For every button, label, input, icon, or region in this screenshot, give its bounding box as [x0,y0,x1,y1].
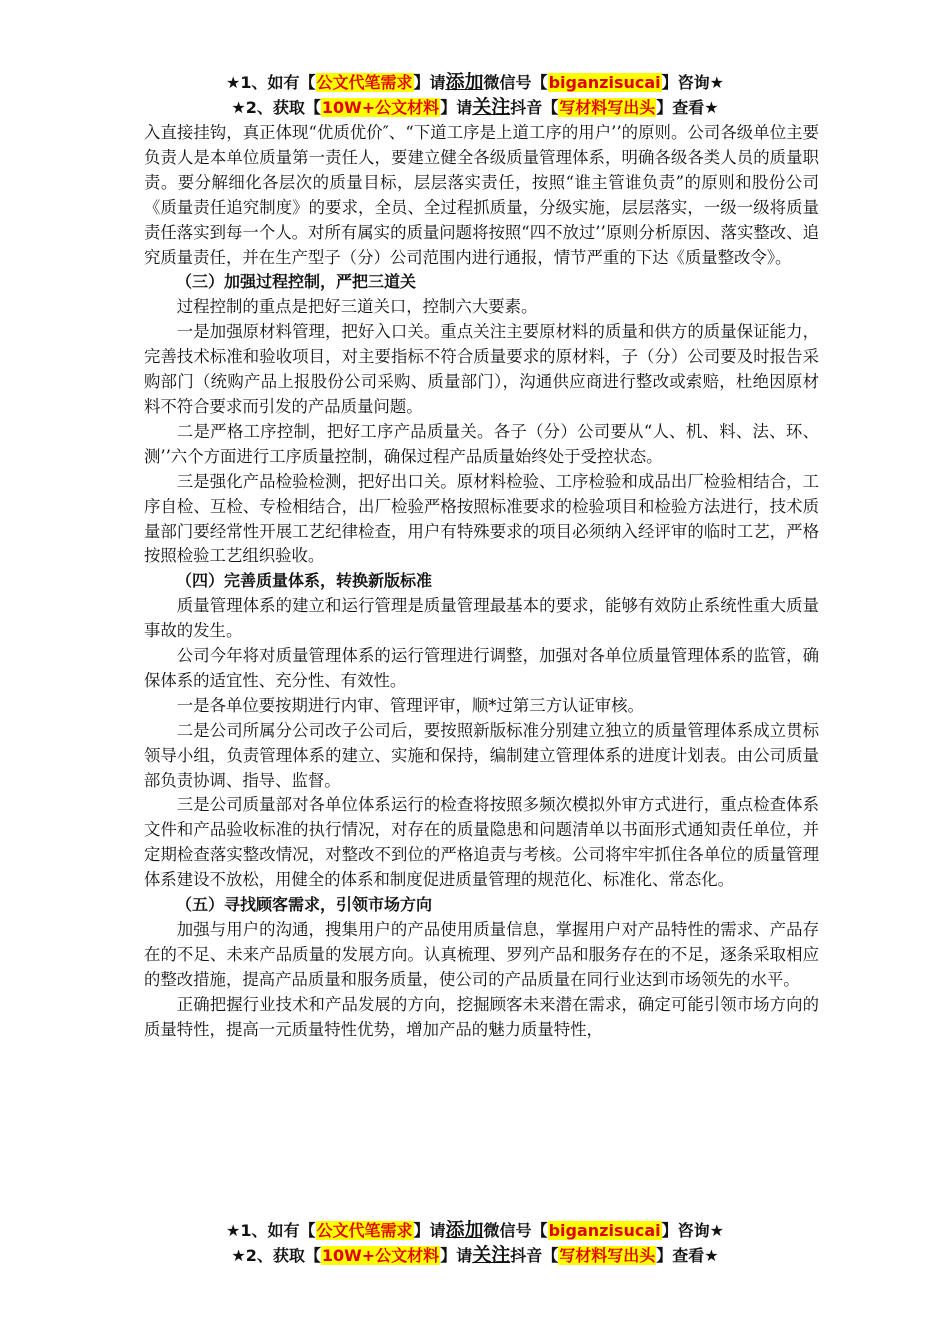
banner-text: 】查看★ [656,1246,719,1265]
paragraph: 一是加强原材料管理，把好入口关。重点关注主要原材料的质量和供方的质量保证能力，完善技术标准和验收项目，对主要指标不符合质量要求的原材料，子（分）公司要及时报告采购部门（统购产品上报股份公司采购、质量部门），沟通供应商进行整改或索赔，杜绝因原材料不符合要求而引发的产品质量问题。 [144,322,819,416]
paragraph: 入直接挂钩，真正体现“优质优价″、“下道工序是上道工序的用户’’的原则。公司各级单位主要负责人是本单位质量第一责任人，要建立健全各级质量管理体系，明确各级各类人员的质量职责。要分解细化各层次的质量目标，层层落实责任，按照“谁主管谁负责”的原则和股份公司《质量责任追究制度》的要求，全员、全过程抓质量，分级实施，层层落实，一级一级将质量责任落实到每一个人。对所有属实的质量问题将按照“四不放过’’原则分析原因、落实整改、追究质量责任，并在生产型子（分）公司范围内进行通报，情节严重的下达《质量整改令》。 [144,123,819,267]
paragraph: 加强与用户的沟通，搜集用户的产品使用质量信息，掌握用户对产品特性的需求、产品存在的不足、未来产品质量的发展方向。认真梳理、罗列产品和服务存在的不足，逐条采取相应的整改措施，提高产品质量和服务质量，使公司的产品质量在同行业达到市场领先的水平。 [144,920,819,989]
banner-text: 微信号【 [483,73,548,92]
banner-text: 抖音【 [510,98,559,117]
promo-banner-footer-line-2 [0,1243,950,1268]
highlight-douyin-account: 写材料写出头 [559,98,656,117]
highlight-douyin-account: 写材料写出头 [559,1246,656,1265]
promo-banner-line-2 [0,95,950,120]
banner-text: ★1、如有【 [226,73,316,92]
paragraph: 三是强化产品检验检测，把好出口关。原材料检验、工序检验和成品出厂检验相结合，工序自检、互检、专检相结合，出厂检验严格按照标准要求的检验项目和检验方法进行，技术质量部门要经常性开展工艺纪律检查，用户有特殊要求的项目必须纳入经评审的临时工艺，严格按照检验工艺组织验收。 [144,471,819,566]
document-body [144,121,819,1043]
banner-text: 】查看★ [656,98,719,117]
section-heading: （三）加强过程控制，严把三道关 [176,272,417,292]
banner-text: 】请 [413,1221,446,1240]
banner-text: 】请 [413,73,446,92]
emphasis-follow: 关注 [472,1244,511,1266]
paragraph: 三是公司质量部对各单位体系运行的检查将按照多频次模拟外审方式进行，重点检查体系文件和产品验收标准的执行情况，对存在的质量隐患和问题清单以书面形式通知责任单位，并定期检查落实整改情况，对整改不到位的严格追责与考核。公司将牢牢抓住各单位的质量管理体系建设不放松，用健全的体系和制度促进质量管理的规范化、标准化、常态化。 [144,795,819,890]
highlight-materials: 10W+公文材料 [321,98,440,117]
paragraph: 公司今年将对质量管理体系的运行管理进行调整，加强对各单位质量管理体系的监管，确保体系的适宜性、充分性、有效性。 [144,646,819,690]
banner-text: 】咨询★ [661,1221,724,1240]
highlight-service: 公文代笔需求 [316,1221,413,1240]
promo-banner-footer-line-1 [0,1218,950,1243]
paragraph: 二是公司所属分公司改子公司后，要按照新版标准分别建立独立的质量管理体系成立贯标领导小组，负责管理体系的建立、实施和保持，编制建立管理体系的进度计划表。由公司质量部负责协调、指导、监督。 [144,720,819,790]
section-heading: （四）完善质量体系，转换新版标准 [176,571,433,591]
banner-text: ★1、如有【 [226,1221,316,1240]
emphasis-follow: 关注 [472,96,511,118]
paragraph: 一是各单位要按期进行内审、管理评审，顺*过第三方认证审核。 [176,695,644,715]
highlight-wechat-id: biganzisucai [548,1221,661,1240]
paragraph: 二是严格工序控制，把好工序产品质量关。各子（分）公司要从“人、机、料、法、环、测’’六个方面进行工序质量控制，确保过程产品质量始终处于受控状态。 [144,421,819,466]
emphasis-add: 添加 [445,71,484,93]
highlight-materials: 10W+公文材料 [321,1246,440,1265]
paragraph: 过程控制的重点是把好三道关口，控制六大要素。 [176,297,538,317]
banner-text: 】请 [440,1246,473,1265]
section-heading: （五）寻找顾客需求，引领市场方向 [176,895,433,915]
paragraph: 质量管理体系的建立和运行管理是质量管理最基本的要求，能够有效防止系统性重大质量事故的发生。 [144,596,819,641]
banner-text: 】请 [440,98,473,117]
banner-text: ★2、获取【 [231,98,321,117]
banner-text: ★2、获取【 [231,1246,321,1265]
emphasis-add: 添加 [445,1219,484,1241]
banner-text: 抖音【 [510,1246,559,1265]
paragraph: 正确把握行业技术和产品发展的方向，挖掘顾客未来潜在需求，确定可能引领市场方向的质量特性，提高一元质量特性优势，增加产品的魅力质量特性， [144,994,819,1039]
highlight-service: 公文代笔需求 [316,73,413,92]
promo-banner-line-1 [0,70,950,95]
highlight-wechat-id: biganzisucai [548,73,661,92]
banner-text: 微信号【 [483,1221,548,1240]
banner-text: 】咨询★ [661,73,724,92]
